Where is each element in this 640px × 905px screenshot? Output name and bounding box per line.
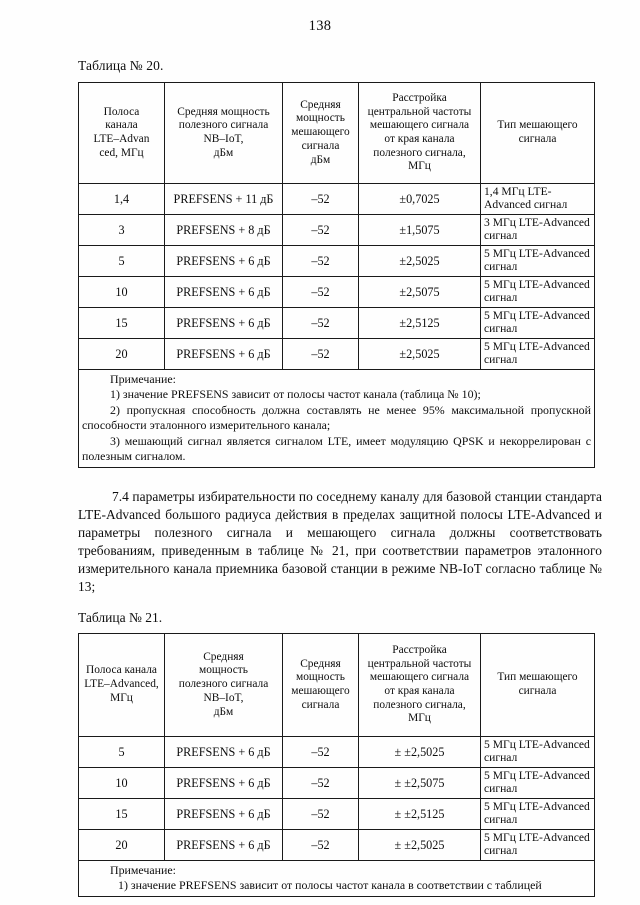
hdr-line: Средняя (300, 657, 341, 670)
cell-wanted-power: PREFSENS + 6 дБ (165, 768, 283, 799)
cell-offset: ± ±2,5025 (359, 830, 481, 861)
type-line-1: 5 МГц LTE-Advanced (484, 247, 590, 260)
table-21-header-interferer-type (481, 634, 595, 737)
hdr-line: сигнала (301, 139, 340, 152)
cell-interferer-type (481, 830, 595, 861)
cell-offset: ± ±2,5025 (359, 737, 481, 768)
hdr-line: мощность (296, 112, 345, 125)
cell-interferer-power: –52 (283, 308, 359, 339)
type-line-2: сигнал (484, 781, 518, 795)
hdr-line: дБм (213, 146, 234, 159)
cell-offset: ± ±2,5125 (359, 799, 481, 830)
table-21-header-row (79, 634, 595, 737)
cell-interferer-type (481, 768, 595, 799)
type-line-2: сигнал (484, 228, 518, 242)
type-line-2: Advanced сигнал (484, 197, 568, 211)
hdr-line: МГц (110, 691, 133, 704)
table-21-note-row (79, 861, 595, 897)
type-line-2: сигнал (484, 321, 518, 335)
note-item-2: 2) пропускная способность должна составлять не менее 95% максимальной пропускной способности эталонного измерительного канала; (82, 402, 591, 433)
table-21-header-bandwidth (79, 634, 165, 737)
hdr-line: LTE–Advan (93, 133, 150, 145)
type-line-1: 5 МГц LTE-Advanced (484, 769, 590, 782)
hdr-line: мешающего сигнала (369, 119, 470, 132)
cell-wanted-power: PREFSENS + 11 дБ (165, 184, 283, 215)
table-20-header-interferer-type (481, 83, 595, 184)
hdr-line: мешающего сигнала (369, 671, 470, 684)
table-row (79, 830, 595, 861)
cell-interferer-type (481, 737, 595, 768)
cell-wanted-power: PREFSENS + 6 дБ (165, 799, 283, 830)
table-21-caption: Таблица № 21. (78, 610, 163, 625)
note-item-1: 1) значение PREFSENS зависит от полосы частот канала (таблица № 10); (110, 387, 481, 402)
cell-interferer-power: –52 (283, 830, 359, 861)
type-line-2: сигнал (484, 352, 518, 366)
cell-bandwidth: 5 (79, 246, 165, 277)
hdr-line: Полоса канала (86, 664, 157, 677)
hdr-line: полезного сигнала (178, 119, 269, 132)
hdr-line: центральной частоты (367, 657, 472, 670)
table-20-header-offset (359, 83, 481, 184)
cell-offset: ±2,5125 (359, 308, 481, 339)
cell-bandwidth: 15 (79, 308, 165, 339)
cell-wanted-power: PREFSENS + 6 дБ (165, 737, 283, 768)
hdr-line: центральной частоты (367, 105, 472, 118)
cell-bandwidth: 3 (79, 215, 165, 246)
type-line-2: сигнал (484, 259, 518, 273)
cell-wanted-power: PREFSENS + 8 дБ (165, 215, 283, 246)
cell-offset: ± ±2,5075 (359, 768, 481, 799)
cell-wanted-power: PREFSENS + 6 дБ (165, 246, 283, 277)
type-line-1: 5 МГц LTE-Advanced (484, 278, 590, 291)
type-line-2: сигнал (484, 290, 518, 304)
cell-wanted-power: PREFSENS + 6 дБ (165, 308, 283, 339)
hdr-line: сигнала (518, 685, 557, 697)
cell-interferer-type (481, 799, 595, 830)
table-20-header-interferer-power (283, 83, 359, 184)
hdr-line: мешающего (291, 126, 350, 139)
hdr-line: NB–IoT, (203, 691, 244, 704)
cell-wanted-power: PREFSENS + 6 дБ (165, 339, 283, 370)
type-line-1: 5 МГц LTE-Advanced (484, 831, 590, 844)
table-row (79, 339, 595, 370)
cell-offset: ±1,5075 (359, 215, 481, 246)
cell-bandwidth: 15 (79, 799, 165, 830)
hdr-line: мощность (296, 671, 345, 684)
table-21-header-interferer-power (283, 634, 359, 737)
hdr-line: дБм (310, 153, 331, 166)
table-row (79, 737, 595, 768)
cell-bandwidth: 1,4 (79, 184, 165, 215)
table-row (79, 768, 595, 799)
hdr-line: сигнала (301, 698, 340, 711)
table-21 (78, 633, 595, 897)
cell-interferer-type (481, 277, 595, 308)
table-20-header-bandwidth (79, 83, 165, 184)
note-item-1: 1) значение PREFSENS зависит от полосы частот канала в соответствии с таблицей (118, 878, 542, 893)
hdr-line: мешающего (291, 685, 350, 697)
note-title: Примечание: (110, 372, 176, 386)
paragraph-7-4: 7.4 параметры избирательности по соседнему каналу для базовой станции стандарта LTE-Advanced большого радиуса действия в пределах защитной полосы LTE-Advanced и параметры полезного сигнала и мешающего сигнала должны соответствовать требованиям, приведенным в таблице № 21, при соответствии параметров эталонного измерительного канала приемника базовой станции в режиме NB-IoT согласно таблице № 13; (78, 488, 602, 594)
hdr-line: сигнала (518, 133, 557, 145)
hdr-line: Расстройка (392, 91, 447, 104)
cell-interferer-power: –52 (283, 339, 359, 370)
hdr-line: МГц (408, 712, 431, 725)
cell-interferer-power: –52 (283, 799, 359, 830)
hdr-line: Тип мешающего (497, 119, 578, 132)
cell-interferer-type (481, 308, 595, 339)
hdr-line: канала (105, 119, 138, 132)
table-row (79, 308, 595, 339)
hdr-line: Средняя (300, 98, 341, 111)
table-20-note (79, 370, 595, 468)
table-20-header-row (79, 83, 595, 184)
table-20-note-row (79, 370, 595, 468)
hdr-line: Средняя (203, 650, 244, 663)
type-line-2: сигнал (484, 843, 518, 857)
cell-interferer-type (481, 215, 595, 246)
cell-offset: ±0,7025 (359, 184, 481, 215)
hdr-line: Тип мешающего (497, 671, 578, 684)
type-line-2: сигнал (484, 750, 518, 764)
cell-bandwidth: 20 (79, 339, 165, 370)
hdr-line: NB–IoT, (203, 133, 244, 145)
cell-bandwidth: 20 (79, 830, 165, 861)
cell-interferer-power: –52 (283, 184, 359, 215)
type-line-2: сигнал (484, 812, 518, 826)
hdr-line: дБм (213, 705, 234, 718)
cell-interferer-power: –52 (283, 246, 359, 277)
table-row (79, 799, 595, 830)
table-21-note (79, 861, 595, 897)
cell-interferer-power: –52 (283, 215, 359, 246)
hdr-line: ced, МГц (99, 146, 144, 159)
hdr-line: от края канала (384, 133, 455, 145)
note-title: Примечание: (110, 863, 176, 877)
hdr-line: полезного сигнала, (373, 698, 466, 711)
table-21-header-offset (359, 634, 481, 737)
table-row (79, 246, 595, 277)
table-21-header-wanted-power (165, 634, 283, 737)
cell-bandwidth: 5 (79, 737, 165, 768)
hdr-line: мощность (199, 664, 248, 677)
page-content (78, 58, 602, 897)
hdr-line: МГц (408, 160, 431, 173)
cell-wanted-power: PREFSENS + 6 дБ (165, 830, 283, 861)
hdr-line: от края канала (384, 685, 455, 697)
cell-offset: ±2,5025 (359, 339, 481, 370)
type-line-1: 1,4 МГц LTE- (484, 185, 552, 198)
cell-wanted-power: PREFSENS + 6 дБ (165, 277, 283, 308)
hdr-line: Средняя мощность (177, 105, 270, 118)
cell-interferer-type (481, 339, 595, 370)
type-line-1: 5 МГц LTE-Advanced (484, 309, 590, 322)
cell-interferer-power: –52 (283, 737, 359, 768)
cell-interferer-type (481, 246, 595, 277)
note-item-3: 3) мешающий сигнал является сигналом LTE, имеет модуляцию QPSK и некоррелирован с полезным сигналом. (82, 433, 591, 464)
cell-interferer-type (481, 184, 595, 215)
type-line-1: 3 МГц LTE-Advanced (484, 216, 590, 229)
hdr-line: LTE–Advanced, (84, 678, 159, 691)
table-row (79, 277, 595, 308)
hdr-line: Расстройка (392, 643, 447, 656)
type-line-1: 5 МГц LTE-Advanced (484, 800, 590, 813)
cell-interferer-power: –52 (283, 768, 359, 799)
hdr-line: полезного сигнала, (373, 146, 466, 159)
table-20-caption: Таблица № 20. (78, 58, 164, 73)
table-row (79, 215, 595, 246)
cell-interferer-power: –52 (283, 277, 359, 308)
table-20-header-wanted-power (165, 83, 283, 184)
cell-offset: ±2,5025 (359, 246, 481, 277)
cell-bandwidth: 10 (79, 768, 165, 799)
table-row (79, 184, 595, 215)
table-20 (78, 82, 595, 468)
cell-bandwidth: 10 (79, 277, 165, 308)
page-number: 138 (308, 18, 332, 34)
type-line-1: 5 МГц LTE-Advanced (484, 340, 590, 353)
hdr-line: Полоса (103, 105, 140, 118)
type-line-1: 5 МГц LTE-Advanced (484, 738, 590, 751)
hdr-line: полезного сигнала (178, 678, 269, 691)
cell-offset: ±2,5075 (359, 277, 481, 308)
